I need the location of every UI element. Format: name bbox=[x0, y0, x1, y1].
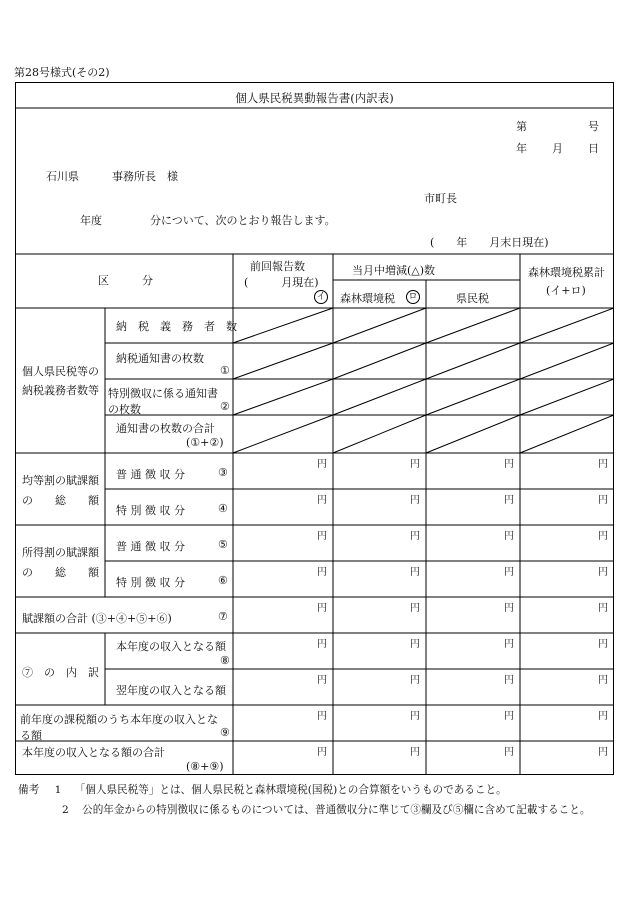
group-per-capita-total: の 総 額 bbox=[22, 494, 99, 507]
notes-label: 備考 bbox=[18, 784, 40, 796]
yen-unit: 円 bbox=[317, 639, 327, 650]
row-this-year-income: 本年度の収入となる額 bbox=[116, 640, 226, 653]
row-notice-total-formula: (①+②) bbox=[186, 436, 224, 449]
yen-unit: 円 bbox=[598, 603, 608, 614]
row-notice-count: 納税通知書の枚数 bbox=[116, 352, 204, 365]
row-income-special: 特 別 徴 収 分 bbox=[116, 576, 185, 589]
yen-unit: 円 bbox=[598, 459, 608, 470]
yen-unit: 円 bbox=[598, 675, 608, 686]
row-next-year-income: 翌年度の収入となる額 bbox=[116, 684, 226, 697]
row-per-capita-ordinary: 普 通 徴 収 分 bbox=[116, 468, 185, 481]
group-income-total: の 総 額 bbox=[22, 566, 99, 579]
pref-tax-header: 県民税 bbox=[456, 292, 489, 305]
note-1 bbox=[18, 780, 622, 800]
row-notice-total: 通知書の枚数の合計 bbox=[116, 422, 215, 435]
row-per-capita-special: 特 別 徴 収 分 bbox=[116, 504, 185, 517]
yen-unit: 円 bbox=[317, 495, 327, 506]
yen-unit: 円 bbox=[410, 603, 420, 614]
row-special-notice-num: ② bbox=[220, 400, 230, 413]
row-assessment-total: 賦課額の合計 (③+④+⑤+⑥) bbox=[22, 612, 172, 625]
notes-section bbox=[18, 780, 622, 820]
yen-unit: 円 bbox=[317, 675, 327, 686]
yen-unit: 円 bbox=[504, 603, 514, 614]
yen-unit: 円 bbox=[410, 711, 420, 722]
yen-unit: 円 bbox=[504, 459, 514, 470]
addressee-prefecture: 石川県 bbox=[46, 170, 79, 183]
row-num-8: ⑧ bbox=[220, 654, 230, 667]
row-num-9: ⑨ bbox=[220, 726, 230, 739]
yen-unit: 円 bbox=[317, 567, 327, 578]
group-breakdown-label: ⑦ の 内 訳 bbox=[22, 666, 99, 679]
yen-unit: 円 bbox=[598, 495, 608, 506]
note-2-number: 2 bbox=[62, 804, 69, 816]
yen-unit: 円 bbox=[504, 495, 514, 506]
row-taxpayer-count: 納 税 義 務 者 数 bbox=[116, 320, 237, 333]
fiscal-year-label: 年度 bbox=[80, 214, 102, 227]
sender-mayor: 市町長 bbox=[424, 192, 457, 205]
yen-unit: 円 bbox=[598, 567, 608, 578]
mark-ro-icon: ロ bbox=[406, 290, 420, 304]
row-income-grand-total-formula: (⑧+⑨) bbox=[186, 760, 224, 773]
yen-unit: 円 bbox=[504, 675, 514, 686]
change-header: 当月中増減(△)数 bbox=[352, 264, 436, 277]
yen-unit: 円 bbox=[410, 459, 420, 470]
yen-unit: 円 bbox=[410, 531, 420, 542]
note-1-text: 「個人県民税等」とは、個人県民税と森林環境税(国税)との合算額をいうものであること。 bbox=[74, 784, 507, 796]
row-special-notice: 特別徴収に係る通知書の枚数 bbox=[108, 387, 218, 416]
yen-unit: 円 bbox=[410, 675, 420, 686]
form-number: 第28号様式(その2) bbox=[14, 66, 110, 79]
addressee-office: 事務所長 様 bbox=[112, 170, 178, 183]
group-income-label: 所得割の賦課額 bbox=[22, 546, 99, 559]
date-month-label: 月 bbox=[552, 142, 563, 155]
prev-count-month: ( 月現在) bbox=[244, 276, 319, 289]
row-num-3: ③ bbox=[218, 466, 228, 479]
prev-count-header: 前回報告数 bbox=[250, 260, 305, 273]
cumulative-formula: (イ+ロ) bbox=[546, 284, 586, 297]
yen-unit: 円 bbox=[317, 747, 327, 758]
date-year-label: 年 bbox=[516, 142, 527, 155]
yen-unit: 円 bbox=[317, 459, 327, 470]
row-num-5: ⑤ bbox=[218, 538, 228, 551]
yen-unit: 円 bbox=[317, 711, 327, 722]
note-2-text: 公的年金からの特別徴収に係るものについては、普通徴収分に準じて③欄及び⑤欄に含めて記載すること。 bbox=[82, 804, 591, 816]
row-prior-year-income: 前年度の課税額のうち本年度の収入となる額 bbox=[20, 713, 218, 742]
yen-unit: 円 bbox=[598, 531, 608, 542]
date-day-label: 日 bbox=[588, 142, 599, 155]
yen-unit: 円 bbox=[504, 639, 514, 650]
yen-unit: 円 bbox=[598, 747, 608, 758]
row-num-7: ⑦ bbox=[218, 610, 228, 623]
note-1-number: 1 bbox=[54, 784, 62, 796]
yen-unit: 円 bbox=[317, 603, 327, 614]
row-income-grand-total: 本年度の収入となる額の合計 bbox=[22, 746, 165, 759]
group-taxpayers-label: 個人県民税等の納税義務者数等 bbox=[22, 365, 99, 397]
yen-unit: 円 bbox=[410, 495, 420, 506]
note-2 bbox=[18, 800, 622, 820]
number-label-dai: 第 bbox=[516, 120, 527, 133]
report-statement: 分について、次のとおり報告します。 bbox=[150, 214, 336, 227]
form-title: 個人県民税異動報告書(内訳表) bbox=[235, 91, 394, 105]
yen-unit: 円 bbox=[410, 747, 420, 758]
yen-unit: 円 bbox=[410, 639, 420, 650]
category-header: 区 分 bbox=[98, 274, 153, 287]
mark-i-icon: イ bbox=[314, 290, 328, 304]
yen-unit: 円 bbox=[598, 639, 608, 650]
row-income-ordinary: 普 通 徴 収 分 bbox=[116, 540, 185, 553]
as-of-date: ( 年 月末日現在) bbox=[430, 236, 549, 249]
yen-unit: 円 bbox=[410, 567, 420, 578]
yen-unit: 円 bbox=[504, 531, 514, 542]
yen-unit: 円 bbox=[504, 747, 514, 758]
number-label-go: 号 bbox=[588, 120, 599, 133]
row-notice-count-num: ① bbox=[220, 364, 230, 377]
yen-unit: 円 bbox=[504, 711, 514, 722]
group-per-capita-label: 均等割の賦課額 bbox=[22, 474, 99, 487]
yen-unit: 円 bbox=[317, 531, 327, 542]
row-num-6: ⑥ bbox=[218, 574, 228, 587]
forest-tax-header: 森林環境税 bbox=[340, 292, 395, 305]
yen-unit: 円 bbox=[598, 711, 608, 722]
row-num-4: ④ bbox=[218, 502, 228, 515]
yen-unit: 円 bbox=[504, 567, 514, 578]
table-grid bbox=[15, 82, 614, 775]
cumulative-header: 森林環境税累計 bbox=[528, 266, 605, 279]
